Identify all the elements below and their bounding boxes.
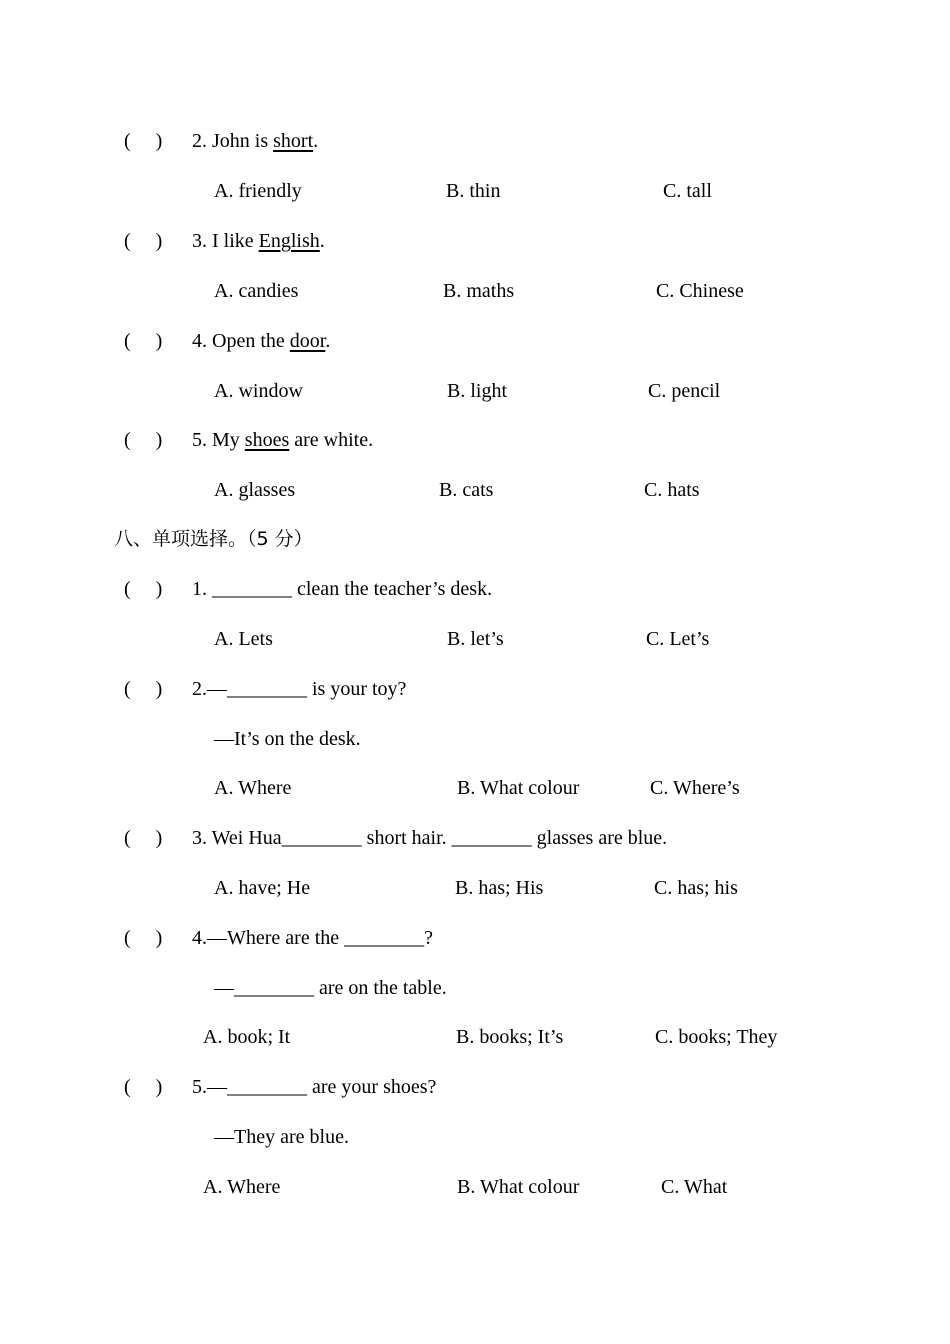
option-a: A. candies [214,280,299,302]
answer-bracket: ( ) [124,1076,163,1098]
question-text: 5. My shoes are white. [192,429,374,451]
question-text: 2. John is short. [192,130,319,152]
option-c: C. has; his [654,877,738,899]
answer-bracket: ( ) [124,827,163,849]
reply-text: —It’s on the desk. [214,728,361,750]
option-a: A. friendly [214,180,302,202]
option-b: B. What colour [457,1176,580,1198]
option-c: C. pencil [648,380,721,402]
option-b: B. light [447,380,508,402]
option-b: B. cats [439,479,494,501]
option-b: B. thin [446,180,501,202]
answer-bracket: ( ) [124,130,163,152]
question-text: 3. I like English. [192,230,325,252]
question-text: 4.—Where are the ________? [192,927,434,949]
reply-text: —They are blue. [214,1126,349,1148]
question-text: 4. Open the door. [192,330,331,352]
option-a: A. book; It [203,1026,291,1048]
option-a: A. Where [203,1176,281,1198]
answer-bracket: ( ) [124,230,163,252]
option-a: A. Where [214,777,292,799]
option-c: C. What [661,1176,728,1198]
option-a: A. Lets [214,628,273,650]
option-b: B. What colour [457,777,580,799]
option-a: A. window [214,380,303,402]
section-heading: 八、单项选择。（5 分） [114,528,313,550]
question-text: 2.—________ is your toy? [192,678,407,700]
option-b: B. maths [443,280,515,302]
option-c: C. hats [644,479,700,501]
answer-bracket: ( ) [124,578,163,600]
option-c: C. tall [663,180,712,202]
reply-text: —________ are on the table. [214,977,447,999]
option-c: C. Let’s [646,628,710,650]
answer-bracket: ( ) [124,678,163,700]
option-b: B. books; It’s [456,1026,564,1048]
option-a: A. have; He [214,877,311,899]
option-b: B. has; His [455,877,544,899]
answer-bracket: ( ) [124,330,163,352]
question-text: 1. ________ clean the teacher’s desk. [192,578,493,600]
question-text: 5.—________ are your shoes? [192,1076,437,1098]
option-c: C. books; They [655,1026,778,1048]
option-c: C. Chinese [656,280,744,302]
option-a: A. glasses [214,479,296,501]
answer-bracket: ( ) [124,927,163,949]
option-b: B. let’s [447,628,504,650]
answer-bracket: ( ) [124,429,163,451]
question-text: 3. Wei Hua________ short hair. ________ glasses are blue. [192,827,668,849]
option-c: C. Where’s [650,777,740,799]
